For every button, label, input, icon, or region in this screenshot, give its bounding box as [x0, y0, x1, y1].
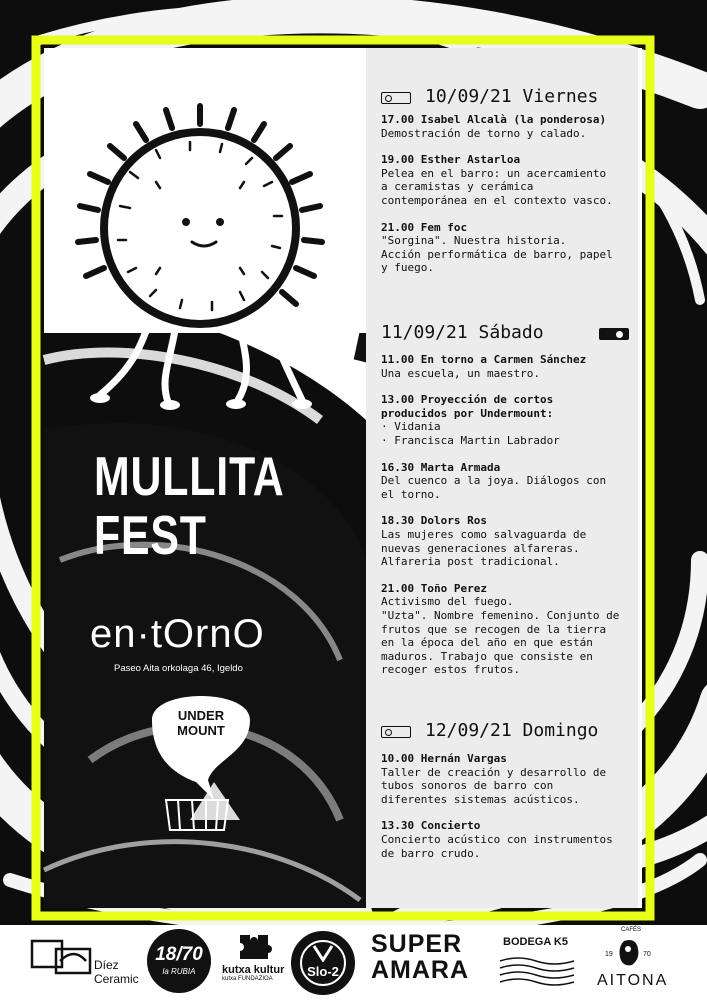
- event-item: [381, 582, 636, 677]
- aitona-cafes-text: CAFÉS: [620, 927, 641, 933]
- venue-address: Paseo Aita orkolaga 46, Igeldo: [114, 663, 243, 674]
- amara-text: AMARA: [371, 956, 470, 984]
- event-item: [381, 752, 636, 806]
- event-line: y fuego.: [381, 261, 434, 275]
- event-line: tubos sonoros de barro con: [381, 779, 554, 793]
- event-head: 11.00 En torno a Carmen Sánchez: [381, 353, 587, 366]
- day-title: 10/09/21 Viernes: [425, 86, 599, 107]
- event-line: maduros. Trabajo que consiste en: [381, 649, 593, 663]
- la-rubia-number: 18/70: [155, 944, 203, 965]
- kutxa-kultur-logo: [222, 964, 284, 982]
- event-item: [381, 514, 636, 568]
- diez-text: Díez: [94, 958, 119, 972]
- event-head: 10.00 Hernán Vargas: [381, 752, 507, 765]
- event-line: nuevas generaciones alfareras.: [381, 541, 580, 555]
- event-line: diferentes sistemas acústicos.: [381, 792, 580, 806]
- event-line: Una escuela, un maestro.: [381, 366, 540, 380]
- event-head: 19.00 Esther Astarloa: [381, 153, 521, 167]
- event-line: a ceramistas y cerámica: [381, 180, 534, 194]
- events-friday: [381, 113, 636, 288]
- day-header-sunday: [381, 718, 633, 746]
- event-line: Alfareria post tradicional.: [381, 555, 560, 569]
- slo2-crest-icon: [312, 944, 334, 962]
- events-saturday: [381, 353, 636, 690]
- kutxa-kultur-text: kutxa kultur: [222, 964, 285, 976]
- undermount-line2: MOUNT: [177, 723, 225, 738]
- event-line: Del cuenco a la joya. Diálogos con: [381, 474, 607, 488]
- event-head: 18.30 Dolors Ros: [381, 514, 487, 528]
- event-line: el torno.: [381, 487, 441, 501]
- event-line: frutos que se recogen de la tierra: [381, 622, 607, 636]
- event-head: 21.00 Toño Perez: [381, 581, 487, 595]
- festival-title-line1: MULLITA: [94, 445, 285, 507]
- day-title: 11/09/21 Sábado: [381, 322, 544, 343]
- venue-name: en·tOrnO: [90, 612, 265, 656]
- bodega-k5-text: BODEGA K5: [503, 936, 568, 948]
- kutxa-puzzle-icon: [234, 931, 274, 961]
- aitona-year-end: 70: [643, 951, 651, 958]
- toggle-off-icon: [381, 92, 411, 104]
- event-item: [381, 819, 636, 860]
- diez-ceramic-logo-icon: [30, 935, 96, 975]
- event-head: 21.00 Fem foc: [381, 220, 468, 234]
- toggle-on-icon: [599, 328, 629, 340]
- super-text: SUPER: [371, 930, 463, 958]
- toggle-off-icon: [381, 726, 411, 738]
- event-line: Acción performática de barro, papel: [381, 247, 613, 261]
- la-rubia-name: la RUBIA: [162, 967, 196, 976]
- event-line: Taller de creación y desarrollo de: [381, 765, 607, 779]
- event-item: [381, 221, 636, 275]
- event-head: 17.00 Isabel Alcalà (la ponderosa): [381, 113, 607, 126]
- day-header-saturday: [381, 320, 633, 348]
- ceramic-text: Ceramic: [94, 972, 139, 986]
- slo2-logo: [291, 931, 355, 995]
- aitona-name: AITONA: [597, 972, 669, 989]
- day-header-friday: [381, 84, 633, 112]
- super-amara-logo: [371, 931, 469, 983]
- undermount-badge: [170, 708, 232, 738]
- event-head: 13.30 Concierto: [381, 819, 481, 833]
- event-head-continued: producidos por Undermount:: [381, 406, 554, 420]
- event-head: 16.30 Marta Armada: [381, 460, 501, 474]
- sponsor-logos: [0, 925, 707, 1000]
- festival-title-line2: FEST: [94, 504, 207, 566]
- event-line: "Sorgina". Nuestra historia.: [381, 234, 567, 248]
- event-line: · Francisca Martin Labrador: [381, 433, 560, 447]
- event-line: Demostración de torno y calado.: [381, 126, 587, 140]
- bodega-k5-waves-icon: [498, 953, 576, 991]
- event-line: "Uzta". Nombre femenino. Conjunto de: [381, 608, 620, 622]
- undermount-line1: UNDER: [177, 708, 225, 723]
- event-line: Activismo del fuego.: [381, 595, 514, 609]
- aitona-year-start: 19: [605, 951, 613, 958]
- event-line: en la época del año en que están: [381, 636, 593, 650]
- event-line: de barro crudo.: [381, 846, 481, 860]
- kutxa-fundazioa-text: kutxa FUNDAZIOA: [222, 976, 273, 982]
- event-line: Concierto acústico con instrumentos: [381, 832, 613, 846]
- event-item: [381, 461, 636, 502]
- event-item: [381, 393, 636, 447]
- event-item: [381, 113, 636, 140]
- day-title: 12/09/21 Domingo: [425, 720, 599, 741]
- events-sunday: [381, 752, 636, 873]
- la-rubia-logo: [147, 929, 211, 993]
- event-line: Las mujeres como salvaguarda de: [381, 527, 587, 541]
- event-line: · Vidania: [381, 420, 441, 434]
- event-line: contemporánea en el contexto vasco.: [381, 193, 613, 207]
- diez-ceramic-logo: [94, 958, 139, 986]
- event-item: [381, 153, 636, 207]
- event-line: recoger estos frutos.: [381, 663, 521, 677]
- event-head: 13.00 Proyección de cortos: [381, 393, 554, 407]
- event-line: Pelea en el barro: un acercamiento: [381, 166, 607, 180]
- slo2-text: Slo-2: [307, 964, 339, 979]
- event-item: [381, 353, 636, 380]
